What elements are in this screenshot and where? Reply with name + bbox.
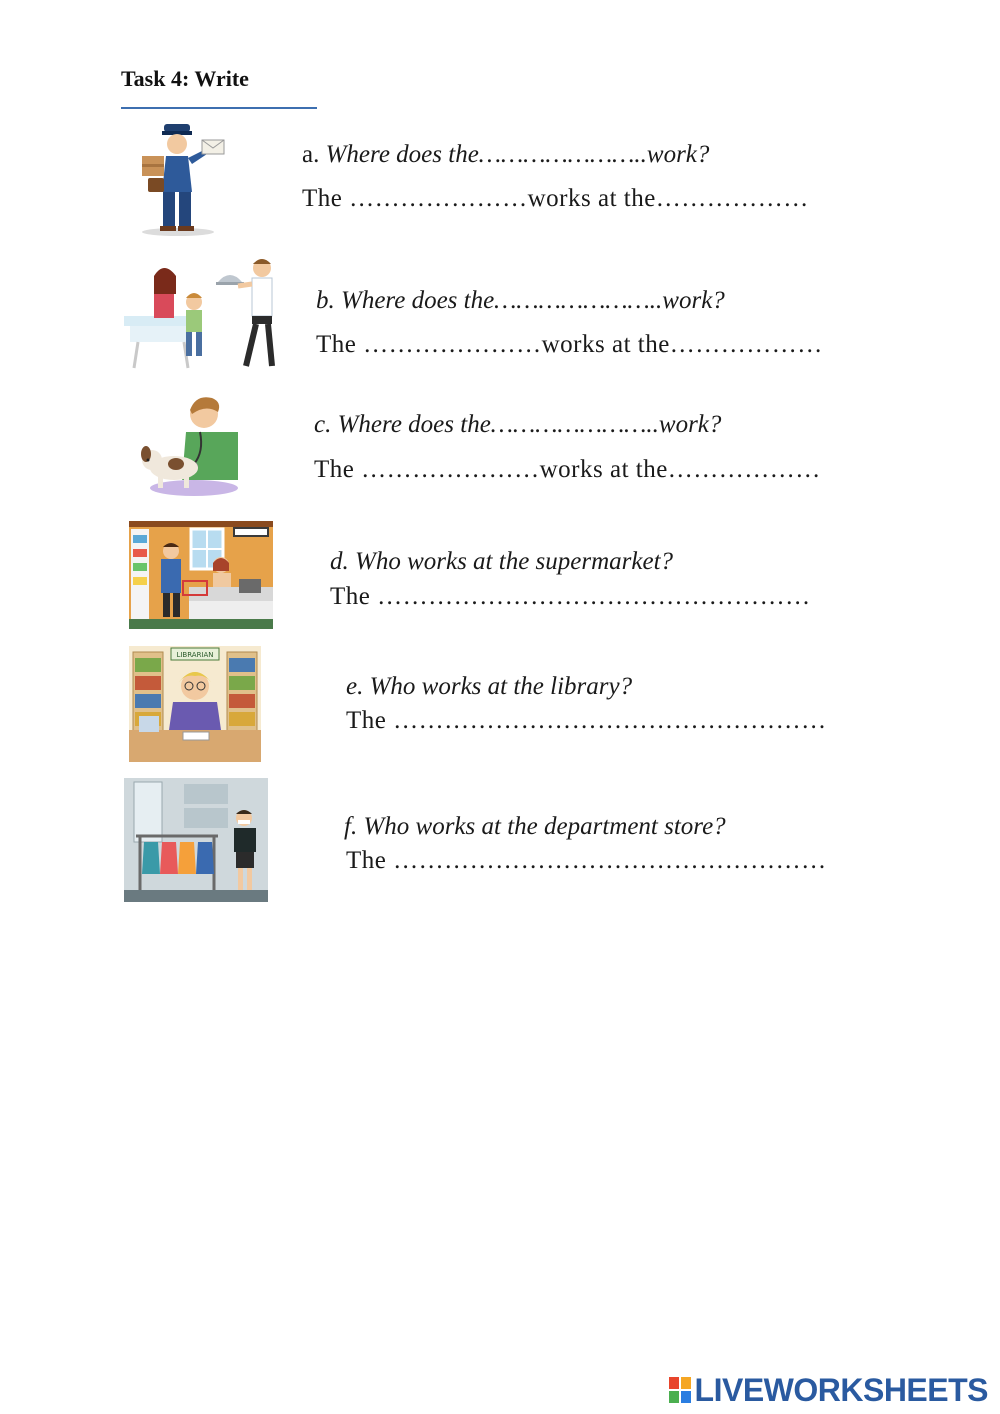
question-label: f. bbox=[344, 813, 358, 840]
question-label: d. bbox=[330, 548, 349, 575]
question-c bbox=[314, 411, 721, 439]
question-f bbox=[344, 813, 726, 841]
question-label: e. bbox=[346, 673, 364, 700]
question-text: Where does the…………………..work? bbox=[341, 287, 725, 314]
question-label: a. bbox=[302, 141, 320, 168]
task-title: Task 4: Write bbox=[121, 66, 249, 91]
title-underline bbox=[121, 107, 317, 109]
answer-line-f[interactable]: The …………………………………………… bbox=[346, 847, 827, 874]
question-b bbox=[316, 287, 725, 315]
librarian-illustration bbox=[129, 646, 261, 762]
waiter-illustration bbox=[120, 254, 280, 372]
answer-line-c[interactable]: The …………………works at the……………… bbox=[314, 456, 821, 483]
answer-line-d[interactable]: The …………………………………………… bbox=[330, 583, 811, 610]
question-label: b. bbox=[316, 287, 335, 314]
answer-line-a[interactable]: The …………………works at the……………… bbox=[302, 185, 809, 212]
question-label: c. bbox=[314, 411, 332, 438]
question-text: Who works at the library? bbox=[369, 673, 633, 700]
liveworksheets-brand[interactable] bbox=[669, 1372, 988, 1408]
question-a bbox=[302, 141, 709, 169]
question-text: Where does the…………………..work? bbox=[337, 411, 722, 438]
vet-illustration bbox=[134, 392, 242, 498]
liveworksheets-logo-icon bbox=[669, 1377, 691, 1403]
shop-assistant-illustration bbox=[124, 778, 268, 902]
brand-name: LIVEWORKSHEETS bbox=[694, 1371, 988, 1408]
question-text: Who works at the supermarket? bbox=[355, 548, 674, 575]
svg-text:LIBRARIAN: LIBRARIAN bbox=[176, 651, 214, 659]
question-text: Who works at the department store? bbox=[363, 813, 726, 840]
question-text: Where does the…………………..work? bbox=[325, 141, 710, 168]
answer-line-e[interactable]: The …………………………………………… bbox=[346, 707, 827, 734]
question-e bbox=[346, 673, 632, 701]
question-d bbox=[330, 548, 673, 576]
cashier-illustration bbox=[129, 521, 273, 629]
postman-illustration bbox=[130, 122, 230, 238]
answer-line-b[interactable]: The …………………works at the……………… bbox=[316, 331, 823, 358]
